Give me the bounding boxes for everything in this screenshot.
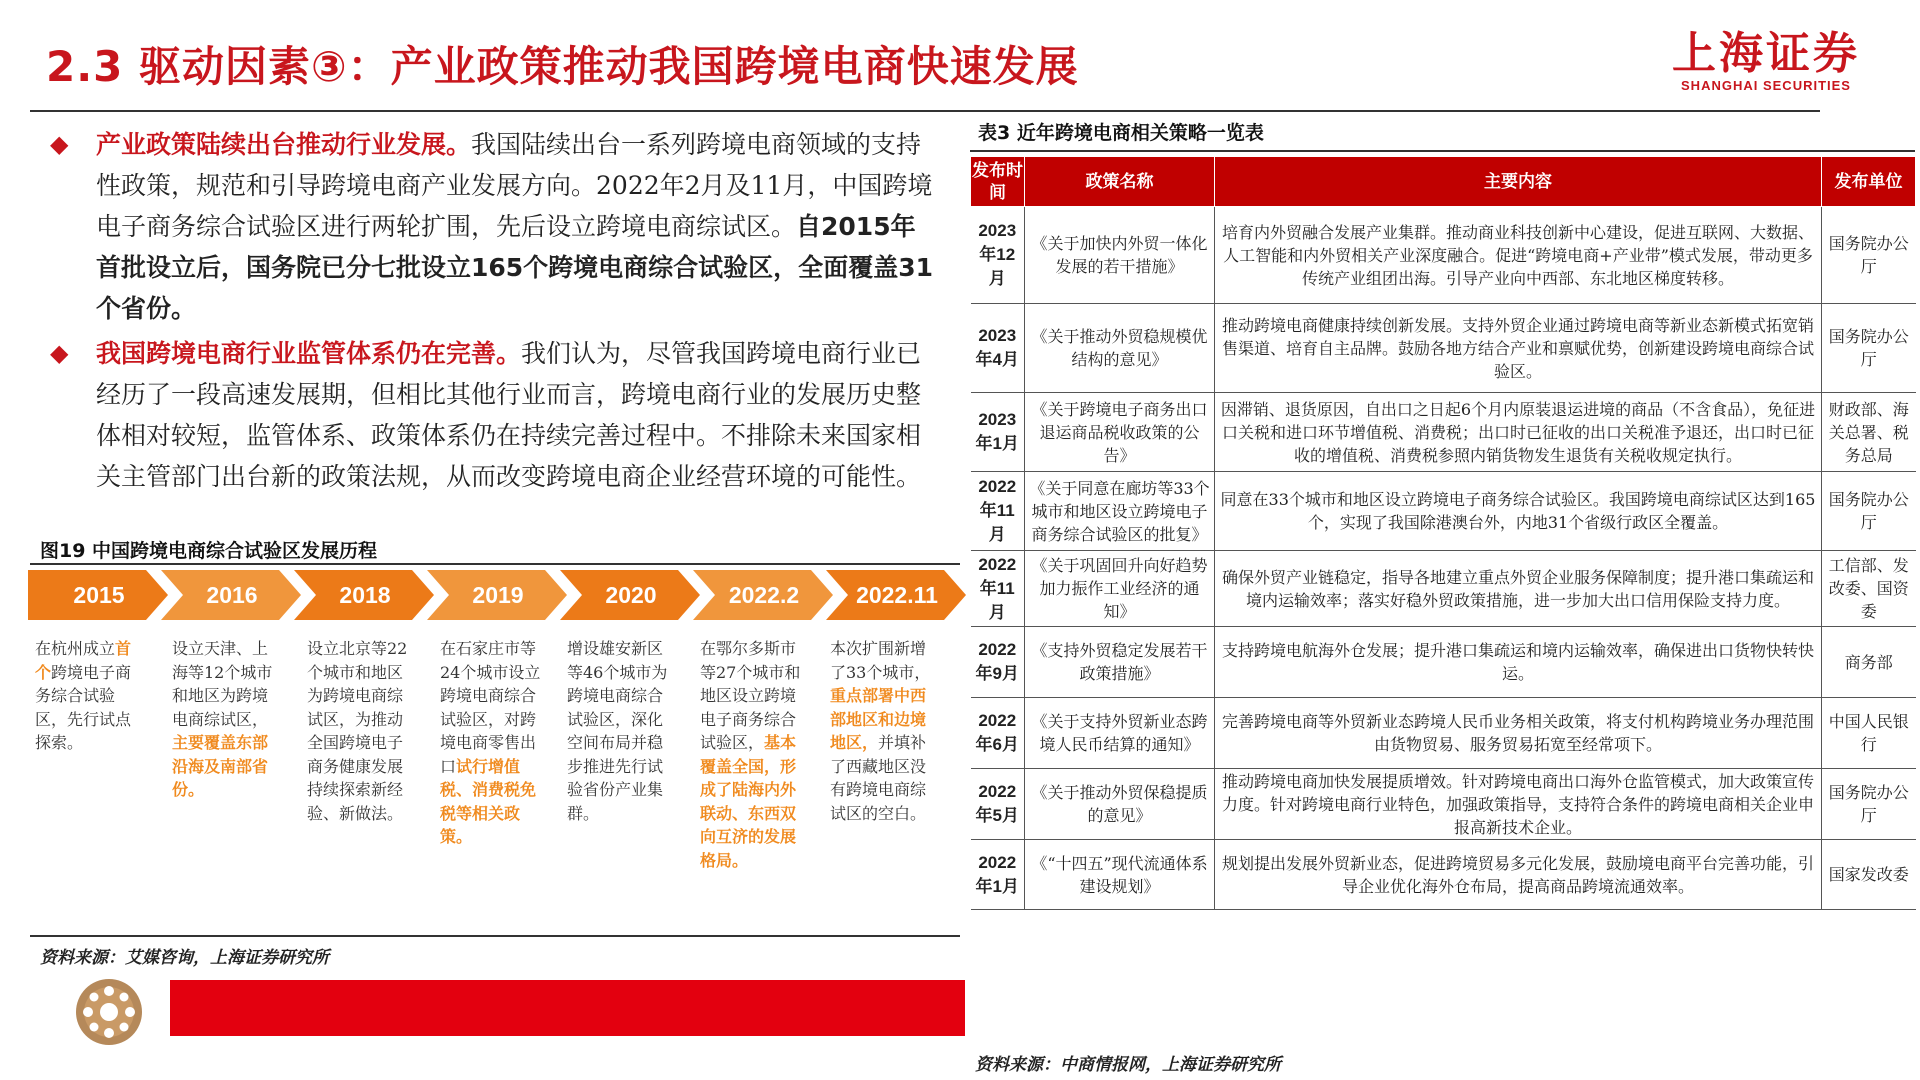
- cell-date: 2023年1月: [971, 393, 1025, 472]
- timeline: [28, 570, 963, 620]
- cell-content: 培育内外贸融合发展产业集群。推动商业科技创新中心建设，促进互联网、大数据、人工智能和内外贸相关产业深度融合。促进“跨境电商+产业带”模式发展，带动更多传统产业组团出海。引导产业向中西部、东北地区梯度转移。: [1215, 207, 1822, 304]
- timeline-desc-pre: 在杭州成立: [35, 639, 116, 658]
- logo-en: SHANGHAI SECURITIES: [1681, 78, 1851, 93]
- figure-source: 资料来源：艾媒咨询，上海证券研究所: [40, 948, 329, 968]
- figure-title: 图19 中国跨境电商综合试验区发展历程: [40, 540, 378, 562]
- cell-date: 2022年6月: [971, 698, 1025, 769]
- timeline-desc-post: 并填补了西藏地区没有跨境电商综试区的空白。: [830, 733, 927, 823]
- cell-unit: 国务院办公厅: [1822, 472, 1916, 551]
- timeline-step: [560, 570, 700, 620]
- figure-divider: [30, 563, 960, 565]
- timeline-desc-hl: 重点部署中西部地区和边境地区，: [830, 686, 927, 752]
- bullet-item: [50, 124, 935, 329]
- cell-date: 2022年11月: [971, 551, 1025, 627]
- cell-unit: 国家发改委: [1822, 840, 1916, 910]
- cell-name: 《关于巩固回升向好趋势加力振作工业经济的通知》: [1025, 551, 1215, 627]
- bullet-lead: 我国跨境电商行业监管体系仍在完善。: [96, 339, 522, 368]
- cell-content: 完善跨境电商等外贸新业态跨境人民币业务相关政策，将支付机构跨境业务办理范围由货物贸易、服务贸易拓宽至经常项下。: [1215, 698, 1822, 769]
- cell-date: 2022年1月: [971, 840, 1025, 910]
- table-row: [971, 840, 1916, 910]
- cell-date: 2023年4月: [971, 304, 1025, 393]
- timeline-step: [826, 570, 966, 620]
- timeline-description: [440, 637, 544, 849]
- table-row: [971, 769, 1916, 840]
- cell-unit: 国务院办公厅: [1822, 304, 1916, 393]
- table-row: [971, 207, 1916, 304]
- footer-red-bar: [170, 980, 965, 1036]
- timeline-step: [427, 570, 567, 620]
- timeline-desc-hl: 基本覆盖全国，形成了陆海内外联动、东西双向互济的发展格局。: [700, 733, 797, 870]
- table-row: [971, 472, 1916, 551]
- timeline-description: [35, 637, 139, 755]
- cell-content: 因滞销、退货原因，自出口之日起6个月内原装退运进境的商品（不含食品），免征进口关税和进口环节增值税、消费税；出口时已征收的出口关税准予退还，出口时已征收的增值税、消费税参照内销货物发生退货有关税收规定执行。: [1215, 393, 1822, 472]
- cell-name: 《关于跨境电子商务出口退运商品税收政策的公告》: [1025, 393, 1215, 472]
- table-title: 表3 近年跨境电商相关策略一览表: [978, 122, 1264, 144]
- cell-content: 确保外贸产业链稳定，指导各地建立重点外贸企业服务保障制度；提升港口集疏运和境内运输效率；落实好稳外贸政策措施，进一步加大出口信用保险支持力度。: [1215, 551, 1822, 627]
- brand-logo: [1672, 30, 1860, 93]
- bullet-bold: 自2015年首批设立后，国务院已分七批设立165个跨境电商综合试验区，全面覆盖31个省份。: [96, 212, 933, 323]
- timeline-year-label: 2019: [472, 582, 524, 608]
- timeline-year-label: 2018: [339, 582, 391, 608]
- cell-unit: 财政部、海关总署、税务总局: [1822, 393, 1916, 472]
- header-content: 主要内容: [1215, 157, 1822, 207]
- cell-name: 《关于支持外贸新业态跨境人民币结算的通知》: [1025, 698, 1215, 769]
- timeline-step: [28, 570, 168, 620]
- timeline-year-label: 2015: [73, 582, 125, 608]
- timeline-desc-pre: 在鄂尔多斯市等27个城市和地区设立跨境电子商务综合试验区，: [700, 639, 801, 752]
- timeline-step: [693, 570, 833, 620]
- cell-content: 支持跨境电航海外仓发展；提升港口集疏运和境内运输效率，确保进出口货物快转快运。: [1215, 627, 1822, 698]
- table-header-row: [971, 157, 1916, 207]
- timeline-desc-pre: 在石家庄市等24个城市设立跨境电商综合试验区，对跨境电商零售出口: [440, 639, 541, 776]
- cell-name: 《“十四五”现代流通体系建设规划》: [1025, 840, 1215, 910]
- diamond-bullet-icon: ◆: [50, 130, 69, 158]
- timeline-desc-pre: 设立天津、上海等12个城市和地区为跨境电商综试区，: [172, 639, 273, 729]
- cell-unit: 国务院办公厅: [1822, 769, 1916, 840]
- timeline-year-label: 2022.11: [856, 582, 938, 608]
- bullet-lead: 产业政策陆续出台推动行业发展。: [96, 130, 472, 159]
- timeline-year-label: 2022.2: [728, 582, 800, 608]
- page-title: 2.3 驱动因素③：产业政策推动我国跨境电商快速发展: [46, 42, 1079, 91]
- cell-unit: 工信部、发改委、国资委: [1822, 551, 1916, 627]
- cell-unit: 国务院办公厅: [1822, 207, 1916, 304]
- bullet-list: [50, 124, 935, 501]
- timeline-desc-pre: 本次扩围新增了33个城市，: [830, 639, 931, 682]
- timeline-description: [830, 637, 934, 825]
- cell-name: 《关于推动外贸保稳提质的意见》: [1025, 769, 1215, 840]
- timeline-description: [700, 637, 804, 872]
- diamond-bullet-icon: ◆: [50, 339, 69, 367]
- table-row: [971, 393, 1916, 472]
- cell-content: 同意在33个城市和地区设立跨境电子商务综合试验区。我国跨境电商综试区达到165个，实现了我国除港澳台外，内地31个省级行政区全覆盖。: [1215, 472, 1822, 551]
- cell-date: 2022年5月: [971, 769, 1025, 840]
- timeline-description: [307, 637, 411, 825]
- table-row: [971, 551, 1916, 627]
- cell-content: 推动跨境电商健康持续创新发展。支持外贸企业通过跨境电商等新业态新模式拓宽销售渠道、培育自主品牌。鼓励各地方结合产业和禀赋优势，创新建设跨境电商综合试验区。: [1215, 304, 1822, 393]
- timeline-year-label: 2020: [605, 582, 657, 608]
- timeline-description: [172, 637, 276, 802]
- cell-date: 2023年12月: [971, 207, 1025, 304]
- cell-name: 《关于推动外贸稳规模优结构的意见》: [1025, 304, 1215, 393]
- cell-content: 推动跨境电商加快发展提质增效。针对跨境电商出口海外仓监管模式，加大政策宣传力度。针对跨境电商行业特色，加强政策指导，支持符合条件的跨境电商相关企业申报高新技术企业。: [1215, 769, 1822, 840]
- header-unit: 发布单位: [1822, 157, 1916, 207]
- table-row: [971, 698, 1916, 769]
- timeline-desc-pre: 增设雄安新区等46个城市为跨境电商综合试验区，深化空间布局并稳步推进先行试验省份产业集群。: [567, 639, 668, 823]
- logo-cn: 上海证券: [1672, 28, 1860, 79]
- timeline-step: [294, 570, 434, 620]
- header-divider: [30, 110, 1820, 112]
- cell-unit: 中国人民银行: [1822, 698, 1916, 769]
- cell-date: 2022年9月: [971, 627, 1025, 698]
- cell-content: 规划提出发展外贸新业态，促进跨境贸易多元化发展，鼓励境电商平台完善功能，引导企业优化海外仓布局，提高商品跨境流通效率。: [1215, 840, 1822, 910]
- cell-unit: 商务部: [1822, 627, 1916, 698]
- table-row: [971, 304, 1916, 393]
- figure-source-divider: [30, 935, 960, 937]
- timeline-step: [161, 570, 301, 620]
- bullet-text: 我们认为，尽管我国跨境电商行业已经历了一段高速发展期，但相比其他行业而言，跨境电商行业的发展历史整体相对较短，监管体系、政策体系仍在持续完善过程中。不排除未来国家相关主管部门出台新的政策法规，从而改变跨境电商企业经营环境的可能性。: [96, 339, 922, 491]
- header-name: 政策名称: [1025, 157, 1215, 207]
- header-date: 发布时间: [971, 157, 1025, 207]
- cell-name: 《关于同意在廊坊等33个城市和地区设立跨境电子商务综合试验区的批复》: [1025, 472, 1215, 551]
- table-divider: [970, 150, 1915, 152]
- timeline-description: [567, 637, 671, 825]
- cell-name: 《支持外贸稳定发展若干政策措施》: [1025, 627, 1215, 698]
- cell-name: 《关于加快内外贸一体化发展的若干措施》: [1025, 207, 1215, 304]
- timeline-desc-post: 跨境电子商务综合试验区，先行试点探索。: [35, 662, 132, 752]
- timeline-desc-pre: 设立北京等22个城市和地区为跨境电商综试区，为推动全国跨境电子商务健康发展持续探索新经验、新做法。: [307, 639, 408, 823]
- table-source: 资料来源：中商情报网，上海证券研究所: [975, 1055, 1281, 1075]
- timeline-desc-hl: 试行增值税、消费税免税等相关政策。: [440, 756, 537, 846]
- timeline-year-label: 2016: [206, 582, 258, 608]
- table-row: [971, 627, 1916, 698]
- medal-icon: [74, 977, 144, 1047]
- bullet-text: 我国陆续出台一系列跨境电商领域的支持性政策，规范和引导跨境电商产业发展方向。2022年2月及11月，中国跨境电子商务综合试验区进行两轮扩围，先后设立跨境电商综试区。: [96, 130, 933, 241]
- bullet-item: [50, 333, 935, 497]
- cell-date: 2022年11月: [971, 472, 1025, 551]
- policy-table: [970, 156, 1916, 910]
- timeline-desc-hl: 主要覆盖东部沿海及南部省份。: [172, 733, 269, 799]
- timeline-desc-hl: 首个: [35, 639, 132, 682]
